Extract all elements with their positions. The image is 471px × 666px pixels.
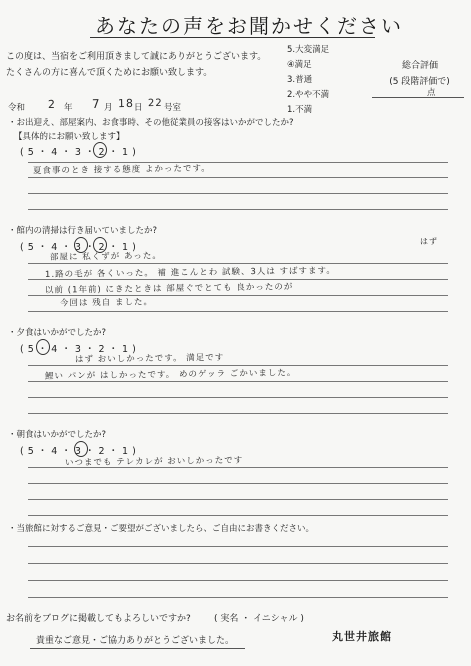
q3-rule-1 — [28, 365, 448, 366]
q2-answer-1: 部屋に 私くずが あった。 — [49, 251, 162, 263]
q3-answer-1: はず おいしかったです。 満足です — [74, 352, 225, 366]
q2-answer-2: 1.路の毛が 各くいった。 補 進こんとわ 試験、3人は すばすます。 — [44, 265, 336, 281]
q1-answer-1: 夏食事のとき 接する態度 よかったです。 — [32, 163, 211, 177]
scale-5: 5.大変満足 — [287, 45, 330, 55]
q3-rule-2 — [28, 381, 448, 382]
overall-title: 総合評価 — [401, 61, 438, 71]
q3-rule-3 — [28, 397, 448, 398]
inn-name: 丸世井旅館 — [332, 630, 392, 643]
date-tsuki: 月 — [104, 103, 113, 113]
q1-rule-2 — [28, 177, 448, 178]
q1-rule-4 — [28, 209, 448, 210]
q1-box-label: 【具体的にお願い致します】 — [14, 132, 125, 142]
intro-line-1: この度は、当宿をご利用頂きまして誠にありがとうございます。 — [6, 52, 267, 62]
blog-question: お名前をブログに掲載してもよろしいですか? — [6, 614, 191, 624]
q1-rule-3 — [28, 193, 448, 194]
title-underline — [90, 37, 375, 38]
q5-rule-2[interactable] — [28, 563, 448, 564]
q3-answer-2: 鯉い パンが はしかったです。 めのゲッラ ごかいました。 — [44, 368, 297, 382]
q5-question: ・当旅館に対するご意見・ご要望がございましたら、ご自由にお書きください。 — [8, 524, 315, 534]
date-nen: 年 — [64, 103, 73, 113]
scale-4: ④満足 — [287, 60, 312, 70]
q4-rule-1 — [28, 467, 448, 468]
scale-2: 2.やや不満 — [287, 90, 330, 100]
q2-answer-3: 以前 (1年前) にきたときは 部屋ぐでとても 良かったのが — [44, 282, 294, 296]
thanks-underline — [30, 648, 245, 649]
intro-line-2: たくさんの方に喜んで頂くためにお願い致します。 — [6, 68, 213, 78]
q2-rule-2 — [28, 279, 448, 280]
scale-1: 1.不満 — [287, 105, 313, 115]
q2-rating[interactable]: ( 5 ・ 4 ・ 3 ・ 2 ・ 1 ) — [20, 242, 137, 253]
q4-rating-circle — [74, 441, 88, 457]
q2-rule-4 — [28, 311, 448, 312]
q3-rating[interactable]: ( 5 ・ 4 ・ 3 ・ 2 ・ 1 ) — [20, 344, 137, 355]
q3-rating-circle — [36, 339, 50, 355]
q4-rating[interactable]: ( 5 ・ 4 ・ 3 ・ 2 ・ 1 ) — [20, 446, 137, 457]
q4-rule-4 — [28, 515, 448, 516]
date-day-value: 18 — [117, 96, 135, 111]
q3-rule-4 — [28, 413, 448, 414]
overall-unit: 点 — [427, 88, 436, 98]
date-year-value: 2 — [47, 97, 57, 112]
q2-margin-note: はず — [419, 236, 439, 247]
q4-question: ・朝食はいかがでしたか? — [8, 430, 107, 440]
q1-rating-circle — [93, 142, 107, 158]
page-title: あなたの声をお聞かせください — [95, 14, 403, 38]
blog-options[interactable]: ( 実名 ・ イニシャル ) — [214, 614, 304, 624]
room-number: 22 — [147, 97, 163, 110]
q1-rating[interactable]: ( 5 ・ 4 ・ 3 ・ 2 ・ 1 ) — [20, 147, 137, 158]
q2-rule-1 — [28, 263, 448, 264]
q5-rule-4[interactable] — [28, 597, 448, 598]
q5-rule-1[interactable] — [28, 546, 448, 547]
overall-subtitle: (5 段階評価で) — [389, 77, 450, 87]
q1-question: ・お出迎え、部屋案内、お食事時、その他従業員の接客はいかがでしたか? — [8, 118, 294, 128]
q4-answer-1: いつまでも テレカレが おいしかったです — [64, 455, 244, 469]
date-nichi: 日 — [134, 103, 143, 113]
q4-rule-2 — [28, 483, 448, 484]
overall-score-field[interactable] — [372, 97, 464, 98]
thanks-text: 貴重なご意見・ご協力ありがとうございました。 — [36, 636, 235, 646]
room-label: 号室 — [164, 103, 182, 113]
date-month-value: 7 — [91, 96, 101, 112]
q2-question: ・館内の清掃は行き届いていましたか? — [8, 226, 158, 236]
q3-question: ・夕食はいかがでしたか? — [8, 328, 107, 338]
q5-rule-3[interactable] — [28, 580, 448, 581]
q2-answer-4: 今回は 残自 ました。 — [59, 297, 153, 309]
q4-rule-3 — [28, 499, 448, 500]
scale-3: 3.普通 — [287, 75, 313, 85]
date-reiwa: 令和 — [8, 103, 26, 113]
